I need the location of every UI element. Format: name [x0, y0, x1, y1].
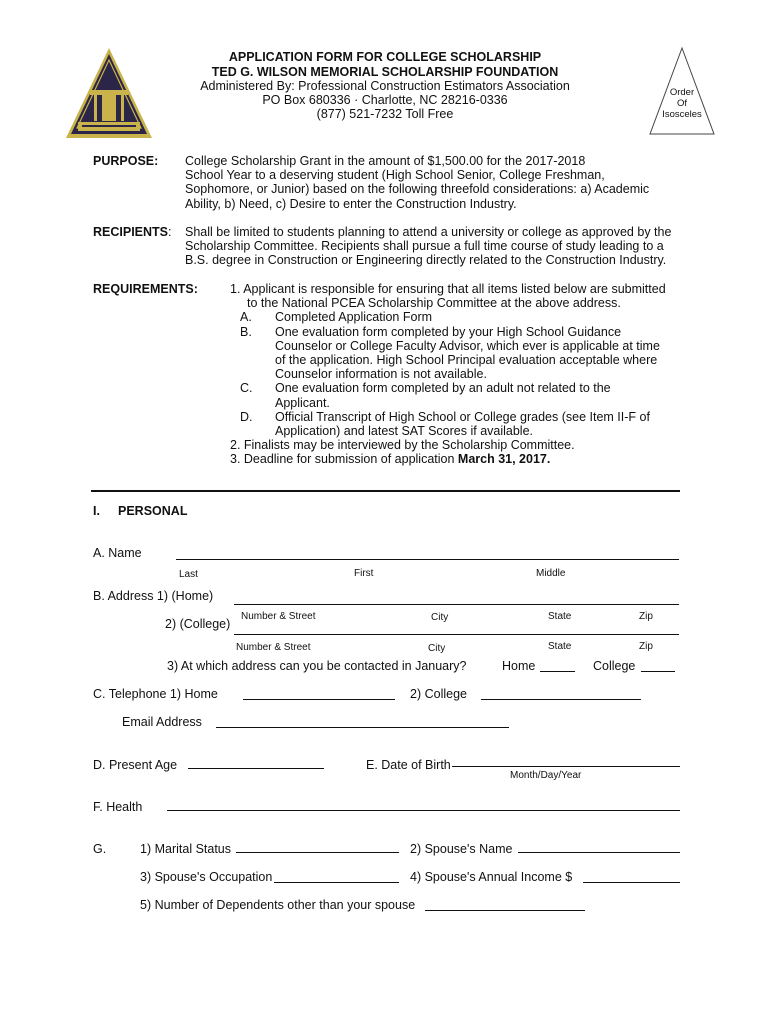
subitem-letter: D. [240, 409, 253, 424]
last-name-caption: Last [179, 569, 198, 580]
home-street-caption: Number & Street [241, 611, 316, 622]
section-divider [91, 490, 680, 492]
dob-label: E. Date of Birth [366, 758, 451, 772]
home-option-label: Home [502, 659, 536, 673]
spouse-occupation-field[interactable] [274, 882, 399, 883]
subitem-text: Applicant. [275, 395, 330, 410]
foundation-name: TED G. WILSON MEMORIAL SCHOLARSHIP FOUNDATION [211, 65, 559, 79]
college-option-label: College [593, 659, 636, 673]
dependents-label: 5) Number of Dependents other than your spouse [140, 898, 416, 912]
middle-name-caption: Middle [536, 568, 566, 579]
subitem-b [230, 325, 666, 339]
g-label: G. [93, 842, 107, 856]
subitem-text: Official Transcript of High School or College grades (see Item II-F of [275, 409, 650, 424]
subitem-text: One evaluation form completed by an adult not related to the [275, 381, 611, 396]
spouse-name-field[interactable] [518, 852, 680, 853]
order-line-2: Of [676, 98, 688, 109]
subitem-letter: B. [240, 324, 252, 339]
subitem-text: Completed Application Form [275, 310, 433, 325]
subitem-a [230, 310, 666, 324]
requirement-item: 1. Applicant is responsible for ensuring that all items listed below are submitted [230, 282, 666, 296]
section-numeral: I. [93, 504, 100, 518]
subitem-c [230, 381, 666, 395]
subitem-text: of the application. High School Principal evaluation acceptable where [275, 353, 658, 368]
purpose-text [185, 154, 649, 211]
marital-status-label: 1) Marital Status [140, 842, 232, 856]
requirements-list [230, 282, 666, 467]
college-zip-caption: Zip [639, 641, 653, 652]
age-label: D. Present Age [93, 758, 178, 772]
subitem-d [230, 410, 666, 424]
purpose-line: Sophomore, or Junior) based on the following threefold considerations: a) Academic [185, 182, 650, 197]
recipients-label: RECIPIENTS [93, 225, 169, 239]
spouse-occupation-label: 3) Spouse's Occupation [140, 870, 273, 884]
purpose-label: PURPOSE: [93, 154, 159, 168]
college-address-field[interactable] [234, 634, 679, 635]
deadline-prefix: 3. Deadline for submission of application [230, 452, 458, 467]
mailing-address: PO Box 680336 · Charlotte, NC 28216-0336 [262, 93, 508, 107]
recipients-line: B.S. degree in Construction or Engineering directly related to the Construction Industry. [185, 253, 667, 268]
home-phone-field[interactable] [243, 699, 395, 700]
purpose-line: College Scholarship Grant in the amount of $1,500.00 for the 2017-2018 [185, 154, 586, 168]
dob-field[interactable] [452, 766, 680, 767]
recipients-line: Shall be limited to students planning to attend a university or college as approved by the [185, 225, 672, 239]
phone-number: (877) 521-7232 Toll Free [316, 107, 454, 121]
college-street-caption: Number & Street [236, 642, 311, 653]
subitem-text: Counselor information is not available. [275, 367, 487, 382]
order-line-3: Isosceles [662, 109, 702, 120]
order-line-1: Order [669, 87, 695, 98]
telephone-label: C. Telephone 1) Home [93, 687, 218, 701]
email-label: Email Address [122, 715, 202, 729]
name-label: A. Name [93, 546, 142, 560]
spouse-name-label: 2) Spouse's Name [410, 842, 513, 856]
deadline-date: March 31, 2017. [457, 452, 551, 467]
home-zip-caption: Zip [639, 611, 653, 622]
recipients-text [185, 225, 671, 268]
home-option-field[interactable] [540, 671, 575, 672]
subitem-text: Counselor or College Faculty Advisor, which ever is applicable at time [275, 338, 660, 353]
age-field[interactable] [188, 768, 324, 769]
requirement-item: to the National PCEA Scholarship Committee at the above address. [247, 296, 621, 311]
college-city-caption: City [428, 643, 446, 654]
spouse-income-label: 4) Spouse's Annual Income $ [410, 870, 573, 884]
dob-format-caption: Month/Day/Year [510, 770, 582, 781]
recipients-colon: : [168, 225, 172, 239]
contact-question: 3) At which address can you be contacted in January? [167, 659, 467, 673]
spouse-income-field[interactable] [583, 882, 680, 883]
subitem-text: One evaluation form completed by your High School Guidance [275, 324, 622, 339]
requirement-item: 2. Finalists may be interviewed by the Scholarship Committee. [230, 438, 575, 453]
subitem-letter: C. [240, 381, 253, 396]
address-label: B. Address 1) (Home) [93, 589, 214, 603]
subitem-text: Application) and latest SAT Scores if available. [275, 424, 534, 439]
foundation-logo-icon [64, 46, 154, 140]
college-address-label: 2) (College) [165, 617, 231, 631]
health-label: F. Health [93, 800, 143, 814]
form-title: APPLICATION FORM FOR COLLEGE SCHOLARSHIP [228, 50, 542, 64]
health-field[interactable] [167, 810, 680, 811]
home-city-caption: City [431, 612, 449, 623]
requirements-label: REQUIREMENTS: [93, 282, 198, 296]
recipients-line: Scholarship Committee. Recipients shall pursue a full time course of study leading to a [185, 239, 664, 254]
college-option-field[interactable] [641, 671, 675, 672]
administered-by: Administered By: Professional Construction Estimators Association [200, 79, 570, 93]
recipients-label-wrap [93, 225, 172, 239]
college-state-caption: State [548, 641, 572, 652]
purpose-line: Ability, b) Need, c) Desire to enter the Construction Industry. [185, 196, 517, 211]
section-title: PERSONAL [118, 504, 188, 518]
home-address-field[interactable] [234, 604, 679, 605]
college-phone-label: 2) College [410, 687, 467, 701]
college-phone-field[interactable] [481, 699, 641, 700]
logo [64, 46, 154, 140]
requirement-item [230, 452, 666, 466]
email-field[interactable] [216, 727, 509, 728]
first-name-caption: First [354, 568, 374, 579]
home-state-caption: State [548, 611, 572, 622]
marital-status-field[interactable] [236, 852, 399, 853]
purpose-line: School Year to a deserving student (High School Senior, College Freshman, [185, 168, 605, 183]
name-field[interactable] [176, 559, 679, 560]
dependents-field[interactable] [425, 910, 585, 911]
subitem-letter: A. [240, 310, 252, 325]
